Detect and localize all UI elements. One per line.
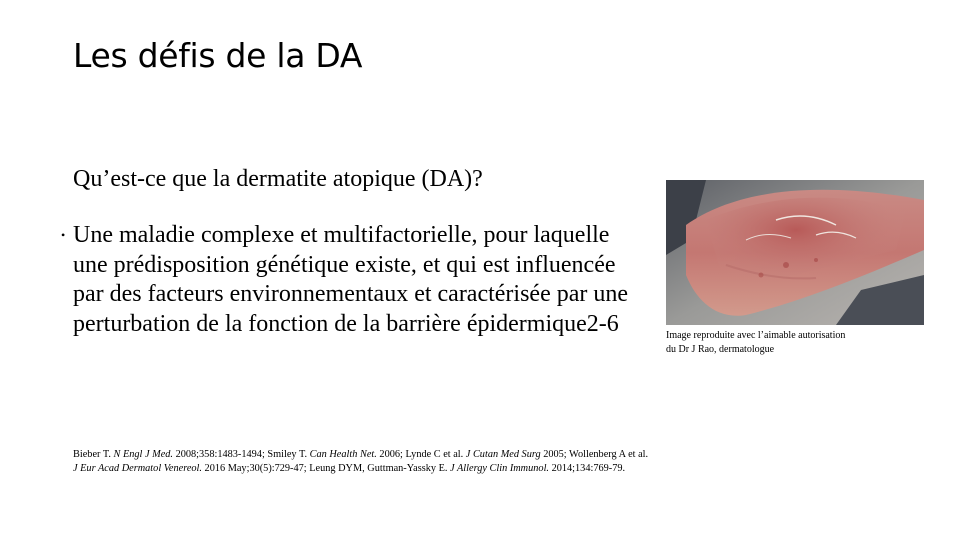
bullet-text: Une maladie complexe et multifactorielle, pour laquelle une prédisposition génétique existe, et qui est influencée par des facteurs environnementaux et caractérisée par une perturbation de la fonction de la barrière épidermique2-6 — [73, 222, 629, 337]
reference-segment: 2008;358:1483-1494; Smiley T. — [173, 449, 310, 460]
reference-segment: 2016 May;30(5):729-47; Leung DYM, Guttman-Yassky E. — [201, 463, 451, 474]
eczema-arm-illustration — [666, 180, 924, 325]
slide-title: Les défis de la DA — [73, 36, 363, 75]
reference-segment: N Engl J Med. — [113, 449, 173, 460]
reference-segment: Can Health Net. — [309, 449, 377, 460]
bullet-marker: • — [61, 228, 66, 242]
photo-caption: Image reproduite avec l’aimable autorisation du Dr J Rao, dermatologue — [666, 330, 846, 355]
reference-segment: J Allergy Clin Immunol. — [450, 463, 549, 474]
reference-segment: J Eur Acad Dermatol Venereol. — [73, 463, 202, 474]
reference-segment: 2006; Lynde C et al. — [376, 449, 466, 460]
reference-segment: 2005; Wollenberg A et al. — [540, 449, 649, 460]
eczema-arm-photo — [666, 180, 924, 325]
references — [73, 448, 653, 476]
reference-segment: J Cutan Med Surg — [465, 449, 541, 460]
reference-segment: 2014;134:769-79. — [549, 463, 626, 474]
slide-subtitle: Qu’est-ce que la dermatite atopique (DA)? — [73, 166, 483, 192]
reference-segment: Bieber T. — [73, 449, 114, 460]
